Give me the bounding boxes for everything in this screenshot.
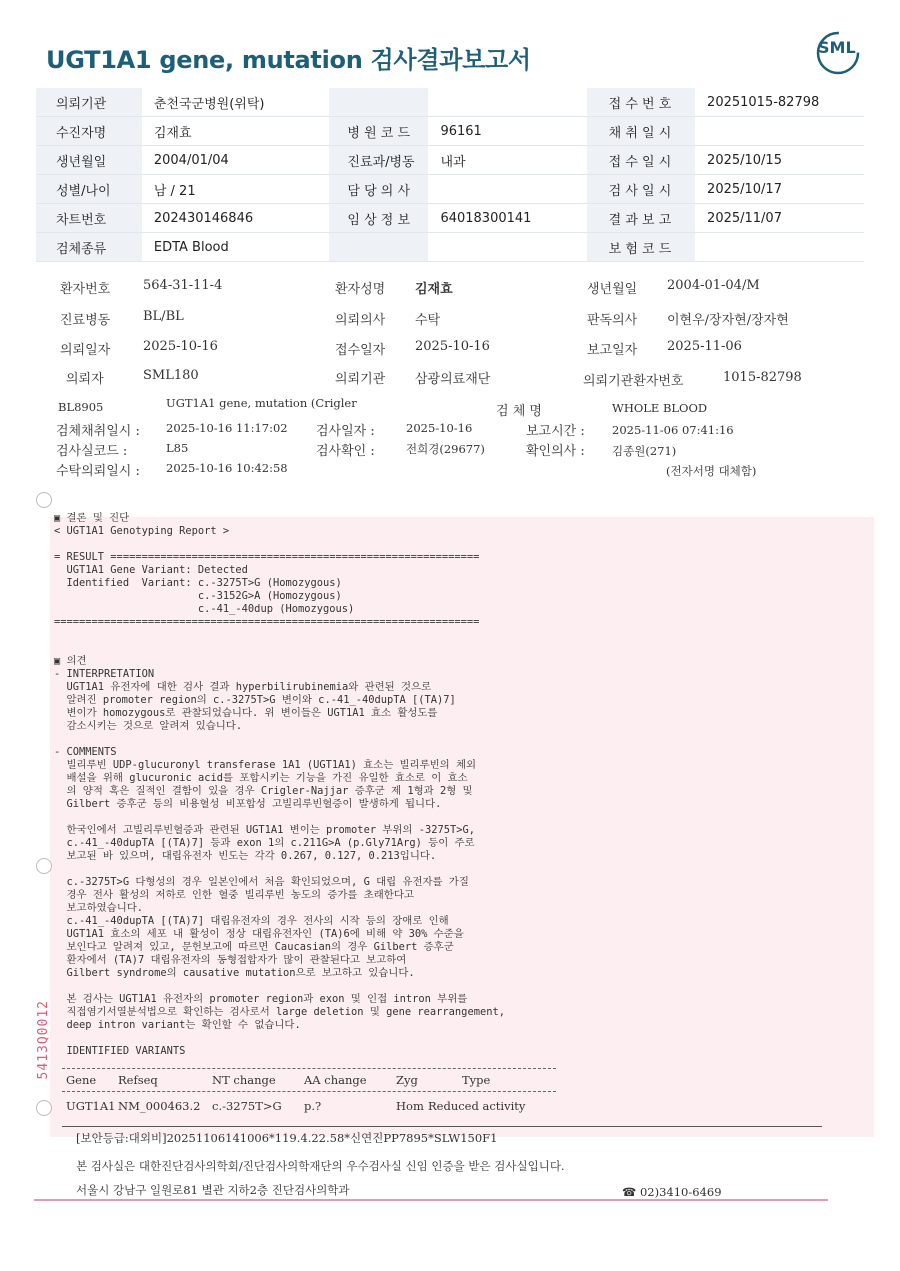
field-value xyxy=(428,175,586,204)
label: 접수일자 xyxy=(335,343,386,358)
field-value: 202430146846 xyxy=(142,204,330,233)
field-label: 검 사 일 시 xyxy=(587,175,695,204)
footer-rule xyxy=(62,1126,822,1127)
label: 의뢰기관 xyxy=(335,372,386,387)
side-serial-number: 5413Q0012 xyxy=(36,1000,51,1080)
patient-info-table xyxy=(36,88,864,262)
variants-col-nt: NT change xyxy=(212,1073,276,1087)
confirming-doctor: 김종원(271) xyxy=(612,444,677,458)
variant-nt: c.-3275T>G xyxy=(212,1099,282,1113)
field-label: 수진자명 xyxy=(36,117,142,146)
test-name: UGT1A1 gene, mutation (Crigler xyxy=(166,396,357,410)
receipt-date: 2025-10-16 xyxy=(415,339,490,354)
field-label: 접 수 일 시 xyxy=(587,146,695,175)
sml-logo-text: SML xyxy=(818,38,856,57)
label: 검 체 명 xyxy=(496,404,542,419)
lab-phone: ☎ 02)3410-6469 xyxy=(622,1185,722,1199)
label: 보고시간 : xyxy=(526,424,585,439)
report-title: UGT1A1 gene, mutation 검사결과보고서 xyxy=(46,46,531,74)
confirmed-by: 전희경(29677) xyxy=(406,442,485,456)
lab-code: L85 xyxy=(166,441,189,455)
test-code: BL8905 xyxy=(58,400,104,414)
field-value: 김재효 xyxy=(142,117,330,146)
field-label: 담 당 의 사 xyxy=(329,175,428,204)
label: 검사확인 : xyxy=(316,444,375,459)
variant-aa: p.? xyxy=(304,1099,322,1113)
variants-col-aa: AA change xyxy=(304,1073,367,1087)
field-value: 96161 xyxy=(428,117,586,146)
label: 의뢰일자 xyxy=(60,343,111,358)
field-value: 2025/10/17 xyxy=(695,175,864,204)
info-row xyxy=(36,175,864,204)
field-label: 병 원 코 드 xyxy=(329,117,428,146)
field-label: 접 수 번 호 xyxy=(587,88,695,117)
field-label: 진료과/병동 xyxy=(329,146,428,175)
variant-gene: UGT1A1 xyxy=(66,1099,116,1113)
info-row xyxy=(36,117,864,146)
requester: SML180 xyxy=(143,368,199,383)
field-value: 2025/11/07 xyxy=(695,204,864,233)
punch-hole xyxy=(36,1100,52,1116)
variants-col-type: Type xyxy=(462,1073,491,1087)
field-label: 임 상 정 보 xyxy=(329,204,428,233)
label: 의뢰기관환자번호 xyxy=(583,374,684,389)
test-date: 2025-10-16 xyxy=(406,421,473,435)
label: 의뢰의사 xyxy=(335,313,386,328)
variant-refseq: NM_000463.2 xyxy=(118,1099,201,1113)
divider xyxy=(62,1091,556,1092)
field-value: 2025/10/15 xyxy=(695,146,864,175)
label: 진료병동 xyxy=(60,313,111,328)
field-label: 채 취 일 시 xyxy=(587,117,695,146)
field-value xyxy=(428,88,586,117)
specimen: WHOLE BLOOD xyxy=(612,401,708,415)
label: 환자번호 xyxy=(60,282,111,297)
collect-time: 2025-10-16 11:17:02 xyxy=(166,421,288,435)
field-value xyxy=(428,233,586,262)
info-row xyxy=(36,233,864,262)
info-row xyxy=(36,88,864,117)
field-value: 64018300141 xyxy=(428,204,586,233)
esign-note: (전자서명 대체함) xyxy=(666,464,757,478)
field-value xyxy=(695,117,864,146)
report-body-text: ▣ 결론 및 진단 < UGT1A1 Genotyping Report > = RESULT =========================================================== UGT1A1 Gene Variant: Detected Identified Variant: c.-3275T>G (Homozygous) c.-3152G>A (Homozygous) c.-41_-40dup (Homozygous) ==================================================================== ▣ 의견 - INTERPRETATION UGT1A1 유전자에 대한 검사 결과 hyperbilirubinemia와 관련된 것으로 알려진 promoter region의 c.-3275T>G 변이와 c.-41_-40dupTA [(TA)7] 변이가 homozygous로 관찰되었습니다. 위 변이들은 UGT1A1 효소 활성도를 감소시키는 것으로 알려져 있습니다. - COMMENTS 빌리루빈 UDP-glucuronyl transferase 1A1 (UGT1A1) 효소는 빌리루빈의 체외 배설을 위해 glucuronic acid를 포합시키는 기능을 가진 유일한 효소로 이 효소 의 양적 혹은 질적인 결함이 있을 경우 Crigler-Najjar 증후군 제 1형과 2형 및 Gilbert 증후군 등의 비용혈성 비포합성 고빌리루빈혈증이 발생하게 됩니다. 한국인에서 고빌리루빈혈증과 관련된 UGT1A1 변이는 promoter 부위의 -3275T>G, c.-41_-40dupTA [(TA)7] 등과 exon 1의 c.211G>A (p.Gly71Arg) 등이 주로 보고된 바 있으며, 대립유전자 빈도는 각각 0.267, 0.127, 0.213입니다. c.-3275T>G 다형성의 경우 일본인에서 처음 확인되었으며, G 대립 유전자를 가질 경우 전사 활성의 저하로 인한 혈중 빌리루빈 농도의 증가를 초래한다고 보고하였습니다. c.-41_-40dupTA [(TA)7] 대립유전자의 경우 전사의 시작 등의 장애로 인해 UGT1A1 효소의 세포 내 활성이 정상 대립유전자인 (TA)6에 비해 약 30% 수준을 보인다고 알려져 있고, 문헌보고에 따르면 Caucasian의 경우 Gilbert 증후군 환자에서 (TA)7 대립유전자의 동형접합자가 많이 관찰된다고 보고하여 Gilbert syndrome의 causative mutation으로 보고하고 있습니다. 본 검사는 UGT1A1 유전자의 promoter region과 exon 및 인접 intron 부위를 직접염기서열분석법으로 확인하는 검사로서 large deletion 및 gene rearrangement, deep intron variant는 확인할 수 없습니다. IDENTIFIED VARIANTS xyxy=(54,512,505,1057)
patient-name: 김재효 xyxy=(415,282,453,297)
footer-pink-rule xyxy=(34,1199,828,1201)
birth-date: 2004-01-04/M xyxy=(667,278,760,293)
label: 환자성명 xyxy=(335,282,386,297)
report-time: 2025-11-06 07:41:16 xyxy=(612,423,734,437)
variant-zyg: Hom xyxy=(396,1099,424,1113)
info-row xyxy=(36,204,864,233)
label: 판독의사 xyxy=(587,313,638,328)
field-value xyxy=(695,233,864,262)
variants-col-zyg: Zyg xyxy=(396,1073,418,1087)
requesting-institution: 삼광의료재단 xyxy=(415,372,491,387)
field-label: 차트번호 xyxy=(36,204,142,233)
label: 확인의사 : xyxy=(526,444,585,459)
variants-col-gene: Gene xyxy=(66,1073,97,1087)
ward: BL/BL xyxy=(143,309,184,324)
variant-type: Reduced activity xyxy=(428,1099,526,1113)
order-date: 2025-10-16 xyxy=(143,339,218,354)
punch-hole xyxy=(36,858,52,874)
label: 검체채취일시 : xyxy=(56,424,140,439)
info-row xyxy=(36,146,864,175)
security-line: [보안등급:대외비]20251106141006*119.4.22.58*신연진PP7895*SLW150F1 xyxy=(76,1131,498,1145)
field-value: 춘천국군병원(위탁) xyxy=(142,88,330,117)
punch-hole xyxy=(36,492,52,508)
label: 의뢰자 xyxy=(66,372,104,387)
receive-time: 2025-10-16 10:42:58 xyxy=(166,461,288,475)
institution-patient-number: 1015-82798 xyxy=(723,370,802,385)
patient-number: 564-31-11-4 xyxy=(143,278,223,293)
certification: 본 검사실은 대한진단검사의학회/진단검사의학재단의 우수검사실 신임 인증을 받은 검사실입니다. xyxy=(76,1159,565,1173)
field-label: 성별/나이 xyxy=(36,175,142,204)
field-label xyxy=(329,88,428,117)
field-label: 결 과 보 고 xyxy=(587,204,695,233)
variants-col-refseq: Refseq xyxy=(118,1073,158,1087)
label: 검사실코드 : xyxy=(56,444,128,459)
field-value: 남 / 21 xyxy=(142,175,330,204)
lab-address: 서울시 강남구 일원로81 별관 지하2층 진단검사의학과 xyxy=(76,1183,350,1197)
field-value: 내과 xyxy=(428,146,586,175)
label: 검사일자 : xyxy=(316,424,375,439)
label: 보고일자 xyxy=(587,343,638,358)
label: 생년월일 xyxy=(587,282,638,297)
field-label: 생년월일 xyxy=(36,146,142,175)
divider xyxy=(62,1068,556,1069)
field-label: 보 험 코 드 xyxy=(587,233,695,262)
field-label: 의뢰기관 xyxy=(36,88,142,117)
field-label: 검체종류 xyxy=(36,233,142,262)
field-value: 20251015-82798 xyxy=(695,88,864,117)
field-value: EDTA Blood xyxy=(142,233,330,262)
label: 수탁의뢰일시 : xyxy=(56,464,140,479)
field-label xyxy=(329,233,428,262)
reading-doctors: 이현우/장자현/장자현 xyxy=(667,313,789,328)
report-date: 2025-11-06 xyxy=(667,339,742,354)
ordering-doctor: 수탁 xyxy=(415,313,441,328)
field-value: 2004/01/04 xyxy=(142,146,330,175)
